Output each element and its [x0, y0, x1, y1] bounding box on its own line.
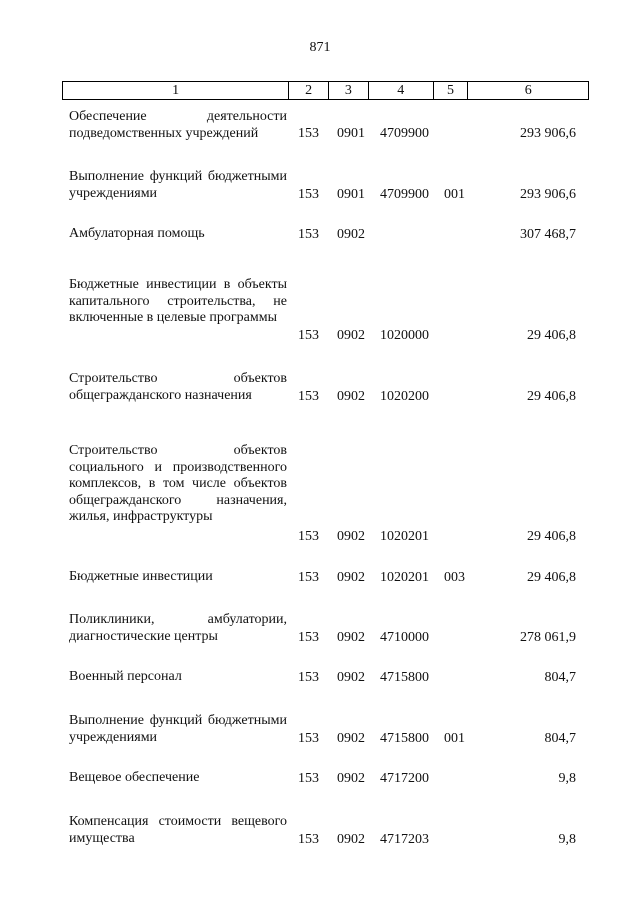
row-amount: 9,8 — [558, 770, 576, 786]
row-amount: 29 406,8 — [527, 569, 576, 585]
row-code-2: 153 — [298, 669, 319, 685]
row-amount: 307 468,7 — [520, 226, 576, 242]
row-code-4: 4709900 — [380, 125, 429, 141]
budget-table — [62, 81, 589, 847]
row-code-4: 4717200 — [380, 770, 429, 786]
table-row — [62, 277, 589, 344]
row-code-3: 0902 — [337, 629, 365, 645]
row-code-2: 153 — [298, 528, 319, 544]
row-code-4: 4717203 — [380, 831, 429, 847]
row-name: Вещевое обеспечение — [69, 770, 200, 785]
header-col-3: 3 — [329, 82, 369, 99]
row-code-2: 153 — [298, 569, 319, 585]
row-code-3: 0901 — [337, 125, 365, 141]
row-name: Бюджетные инвестиции — [69, 569, 213, 584]
table-row — [62, 770, 589, 787]
row-code-3: 0902 — [337, 327, 365, 343]
row-code-4: 4710000 — [380, 629, 429, 645]
row-name: Строительство объектов общегражданского назначения — [69, 371, 287, 403]
row-name: Амбулаторная помощь — [69, 226, 205, 241]
row-code-3: 0902 — [337, 831, 365, 847]
row-name: Выполнение функций бюджетными учреждениями — [69, 169, 287, 201]
row-amount: 293 906,6 — [520, 186, 576, 202]
row-code-4: 1020200 — [380, 388, 429, 404]
header-col-1: 1 — [63, 82, 289, 99]
row-code-4: 4715800 — [380, 730, 429, 746]
row-code-2: 153 — [298, 831, 319, 847]
table-row — [62, 109, 589, 142]
header-col-4: 4 — [369, 82, 434, 99]
row-code-3: 0902 — [337, 770, 365, 786]
row-code-2: 153 — [298, 629, 319, 645]
table-row — [62, 713, 589, 747]
table-row — [62, 612, 589, 646]
row-amount: 804,7 — [544, 669, 576, 685]
header-col-2: 2 — [289, 82, 329, 99]
row-code-4: 1020201 — [380, 569, 429, 585]
page-number: 871 — [309, 40, 331, 55]
row-code-3: 0901 — [337, 186, 365, 202]
table-row — [62, 443, 589, 545]
header-col-5: 5 — [434, 82, 469, 99]
table-header — [62, 81, 589, 100]
row-amount: 29 406,8 — [527, 327, 576, 343]
row-amount: 278 061,9 — [520, 629, 576, 645]
row-name: Бюджетные инвестиции в объекты капитального строительства, не включенные в целевые программы — [69, 277, 287, 325]
table-row — [62, 569, 589, 586]
row-code-4: 1020201 — [380, 528, 429, 544]
row-amount: 9,8 — [558, 831, 576, 847]
row-code-3: 0902 — [337, 226, 365, 242]
table-row — [62, 226, 589, 243]
row-code-4: 4709900 — [380, 186, 429, 202]
row-code-2: 153 — [298, 388, 319, 404]
row-name: Строительство объектов социального и производственного комплексов, в том числе объектов общегражданского назначения, жилья, инфраструктуры — [69, 443, 287, 524]
row-name: Компенсация стоимости вещевого имущества — [69, 814, 287, 846]
row-code-3: 0902 — [337, 528, 365, 544]
table-row — [62, 371, 589, 405]
header-col-6: 6 — [524, 83, 532, 98]
row-amount: 293 906,6 — [520, 125, 576, 141]
row-code-2: 153 — [298, 730, 319, 746]
table-row — [62, 169, 589, 203]
row-name: Поликлиники, амбулатории, диагностические центры — [69, 612, 287, 644]
table-row — [62, 814, 589, 848]
row-code-3: 0902 — [337, 388, 365, 404]
row-name: Военный персонал — [69, 669, 182, 684]
row-code-5: 001 — [444, 730, 465, 746]
row-code-3: 0902 — [337, 569, 365, 585]
row-code-2: 153 — [298, 125, 319, 141]
row-amount: 29 406,8 — [527, 388, 576, 404]
row-code-5: 003 — [444, 569, 465, 585]
table-row — [62, 669, 589, 686]
row-code-2: 153 — [298, 327, 319, 343]
row-amount: 804,7 — [544, 730, 576, 746]
row-code-2: 153 — [298, 226, 319, 242]
row-code-2: 153 — [298, 186, 319, 202]
row-code-4: 4715800 — [380, 669, 429, 685]
row-code-2: 153 — [298, 770, 319, 786]
row-code-4: 1020000 — [380, 327, 429, 343]
row-code-5: 001 — [444, 186, 465, 202]
row-name: Выполнение функций бюджетными учреждениями — [69, 713, 287, 745]
row-code-3: 0902 — [337, 669, 365, 685]
row-amount: 29 406,8 — [527, 528, 576, 544]
row-name: Обеспечение деятельности подведомственных учреждений — [69, 109, 287, 141]
row-code-3: 0902 — [337, 730, 365, 746]
